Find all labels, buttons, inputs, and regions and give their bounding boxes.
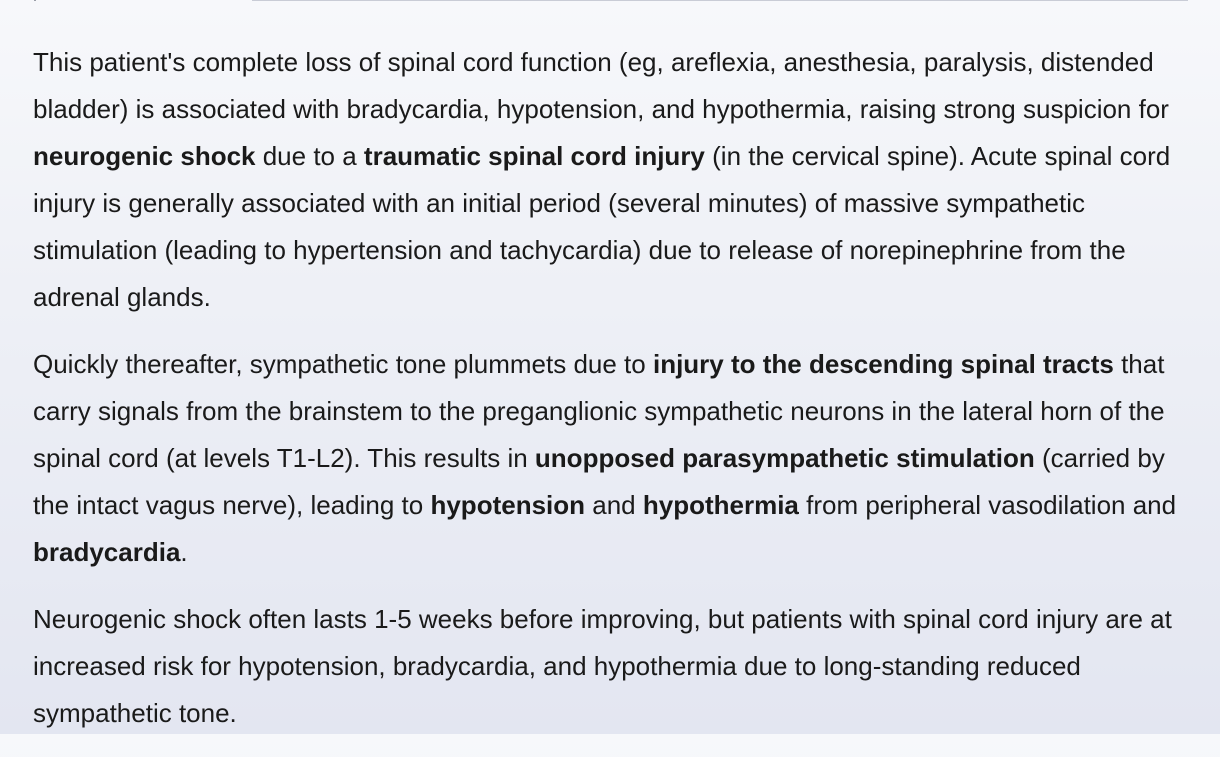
top-divider-tick (34, 0, 36, 1)
text-run: and (585, 490, 643, 520)
explanation-body (33, 39, 1193, 757)
text-run: . (180, 537, 188, 567)
text-run: (in the cervical spine). Acute spinal cord injury is generally associated with an initial period (several minutes) of massive sympathetic stimulation (leading to hypertension and tachycardia) due to release of norepinephrine from the adrenal glands. (33, 141, 1171, 312)
explanation-paragraph-1 (33, 39, 1193, 321)
bold-term: bradycardia (33, 537, 181, 567)
text-run: (carried by the intact vagus nerve), leading to (33, 443, 1165, 520)
bold-term: unopposed parasympathetic stimulation (534, 443, 1035, 473)
explanation-paragraph-2 (33, 341, 1193, 576)
text-run: from peripheral vasodilation and (798, 490, 1177, 520)
text-run: Neurogenic shock often lasts 1-5 weeks before improving, but patients with spinal cord injury are at increased risk for hypotension, bradycardia, and hypothermia due to long-standing reduced sympathetic tone. (33, 604, 1172, 728)
text-run: due to a (255, 141, 364, 171)
bold-term: hypotension (430, 490, 586, 520)
top-divider (252, 0, 1188, 1)
text-run: that carry signals from the brainstem to the preganglionic sympathetic neurons in the lateral horn of the spinal cord (at levels T1-L2). This results in (33, 349, 1165, 473)
bold-term: injury to the descending spinal tracts (652, 349, 1114, 379)
explanation-paragraph-3 (33, 596, 1193, 737)
text-run: Quickly thereafter, sympathetic tone plummets due to (33, 349, 653, 379)
bold-term: neurogenic shock (33, 141, 256, 171)
bold-term: hypothermia (642, 490, 799, 520)
bold-term: traumatic spinal cord injury (363, 141, 705, 171)
text-run: This patient's complete loss of spinal cord function (eg, areflexia, anesthesia, paralysis, distended bladder) is associated with bradycardia, hypotension, and hypothermia, raising strong suspicion for (33, 47, 1169, 124)
